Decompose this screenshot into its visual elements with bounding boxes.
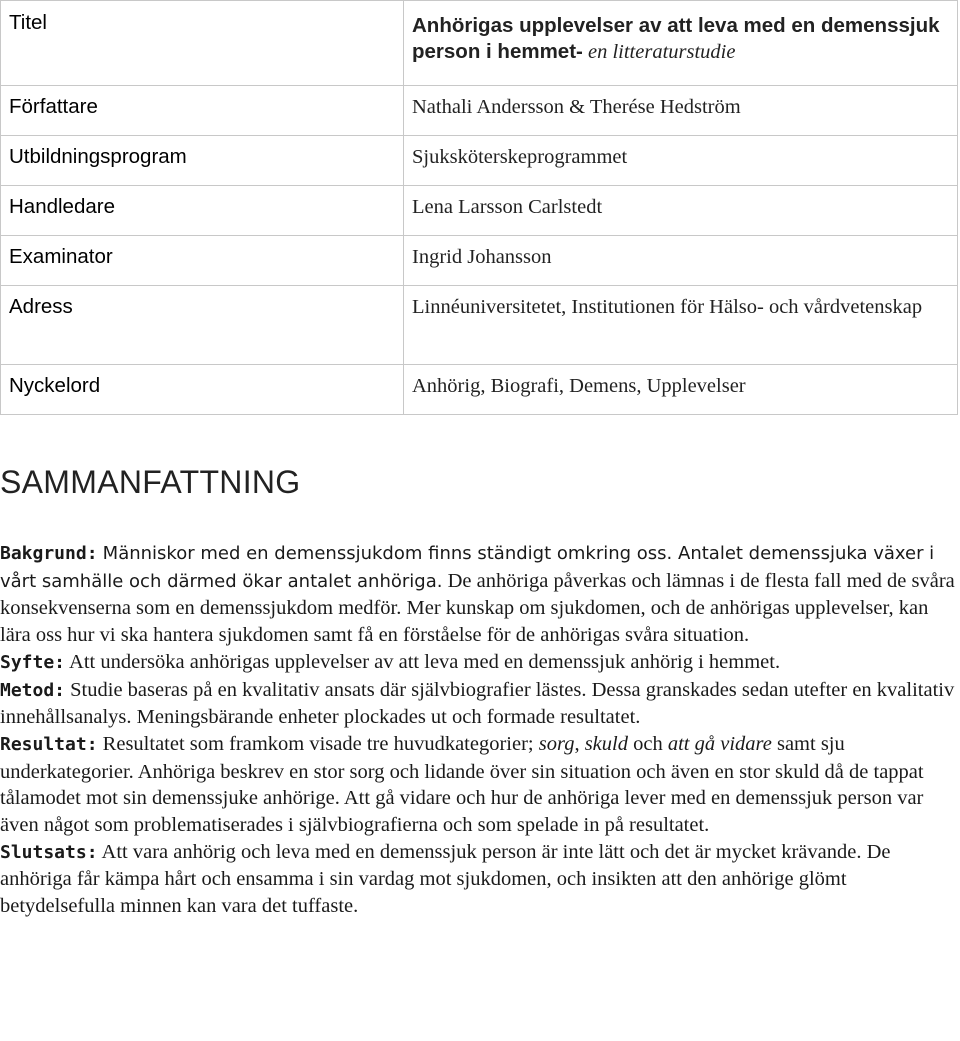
row-examiner bbox=[1, 236, 958, 286]
address-value: Linnéuniversitetet, Institutionen för Hälso- och vårdvetenskap bbox=[404, 286, 958, 365]
slutsats-paragraph bbox=[0, 839, 958, 920]
supervisor-label: Handledare bbox=[1, 186, 404, 236]
bakgrund-paragraph bbox=[0, 540, 958, 649]
summary-body bbox=[0, 540, 958, 920]
row-title bbox=[1, 1, 958, 86]
metod-label: Metod: bbox=[0, 679, 66, 701]
syfte-text: Att undersöka anhörigas upplevelser av att leva med en demenssjuk anhörig i hemmet. bbox=[69, 650, 781, 673]
syfte-label: Syfte: bbox=[0, 651, 66, 673]
row-author bbox=[1, 86, 958, 136]
title-value bbox=[404, 1, 958, 86]
syfte-paragraph bbox=[0, 649, 958, 677]
bakgrund-text-b: De anhöriga påverkas och lämnas i de flesta fall med de svåra konsekvenserna som en demenssjukdom medför. Mer kunskap om sjukdomen, och de anhörigas upplevelser, kan lära oss hur vi ska hantera sjukdomen samt få en förståelse för de anhörigas svåra situation. bbox=[0, 569, 955, 647]
title-sub: en litteraturstudie bbox=[588, 41, 736, 63]
resultat-cat-sorg: sorg bbox=[538, 732, 575, 755]
keywords-label: Nyckelord bbox=[1, 365, 404, 415]
author-label: Författare bbox=[1, 86, 404, 136]
title-label: Titel bbox=[1, 1, 404, 86]
resultat-text-a: Resultatet som framkom visade tre huvudkategorier; bbox=[102, 732, 534, 755]
author-value: Nathali Andersson & Therése Hedström bbox=[404, 86, 958, 136]
examiner-value: Ingrid Johansson bbox=[404, 236, 958, 286]
row-keywords bbox=[1, 365, 958, 415]
resultat-cat-skuld: skuld bbox=[584, 732, 628, 755]
bakgrund-text-a: Människor med en demenssjukdom finns ständigt omkring oss. Antalet demenssjuka växer i vårt samhälle och därmed ökar antalet anhöriga. bbox=[0, 543, 935, 592]
summary-heading: SAMMANFATTNING bbox=[0, 464, 301, 500]
resultat-paragraph: Resultat: Resultatet som framkom visade tre huvudkategorier; sorg, skuld och att gå vidare samt sju underkategorier. Anhöriga beskrev en stor sorg och lidande över sin situation och även en stor skuld då de tappat tålamodet mot sin demenssjuke anhörige. Att gå vidare och hur de anhöriga lever med en demenssjuk person var även något som problematiserades i självbiografierna och som spelade in på resultatet. bbox=[0, 732, 924, 837]
metod-text-b: Dessa granskades sedan utefter en kvalitativ innehållsanalys. Meningsbärande enheter plockades ut och formade resultatet. bbox=[0, 678, 955, 729]
program-label: Utbildningsprogram bbox=[1, 136, 404, 186]
metod-text-a: Studie baseras på en kvalitativ ansats där självbiografier lästes. bbox=[70, 678, 587, 701]
program-value: Sjuksköterskeprogrammet bbox=[404, 136, 958, 186]
row-program bbox=[1, 136, 958, 186]
keywords-value: Anhörig, Biografi, Demens, Upplevelser bbox=[404, 365, 958, 415]
title-main: Anhörigas upplevelser av att leva med en demenssjuk person i hemmet- bbox=[412, 14, 940, 63]
resultat-text-b: samt sju underkategorier. Anhöriga beskrev en stor sorg och lidande över sin situation och även en stor skuld då de tappat tålamodet mot sin demenssjuke anhörige. Att gå vidare och hur de anhöriga lever med en demenssjuk person var även något som problematiserades i självbiografierna och som spelade in på resultatet. bbox=[0, 732, 924, 837]
metadata-table bbox=[0, 0, 958, 415]
examiner-label: Examinator bbox=[1, 236, 404, 286]
bakgrund-label: Bakgrund: bbox=[0, 543, 98, 564]
resultat-label: Resultat: bbox=[0, 733, 98, 755]
resultat-och: och bbox=[633, 732, 663, 755]
slutsats-text: Att vara anhörig och leva med en demenssjuk person är inte lätt och det är mycket krävande. De anhöriga får kämpa hårt och ensamma i sin vardag mot sjukdomen, och insikten att den anhörige glömt betydelsefulla minnen kan vara det tuffaste. bbox=[0, 840, 891, 918]
row-address bbox=[1, 286, 958, 365]
slutsats-label: Slutsats: bbox=[0, 841, 98, 863]
supervisor-value: Lena Larsson Carlstedt bbox=[404, 186, 958, 236]
address-label: Adress bbox=[1, 286, 404, 365]
metod-paragraph bbox=[0, 677, 958, 731]
resultat-cat-vidare: att gå vidare bbox=[667, 732, 772, 755]
row-supervisor bbox=[1, 186, 958, 236]
